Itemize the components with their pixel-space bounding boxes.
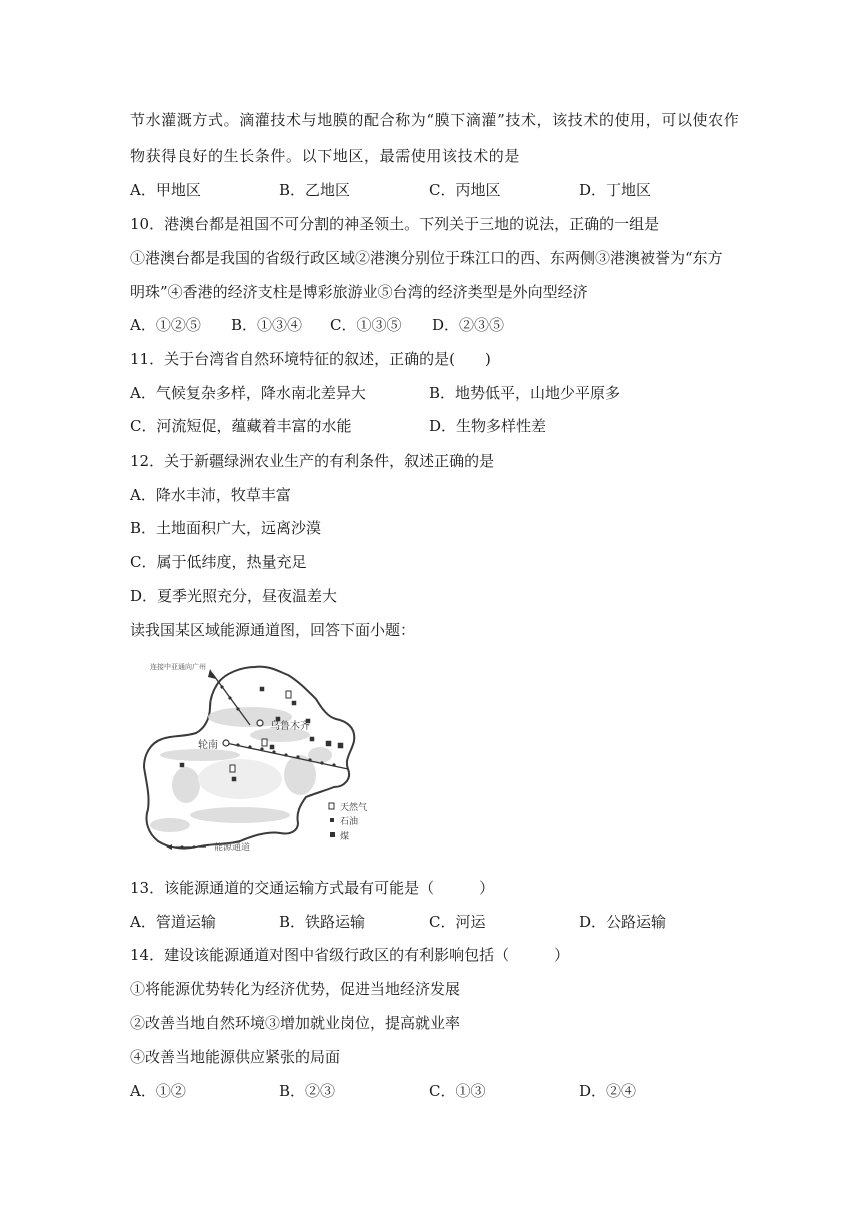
q9-option-c[interactable]: C．丙地区: [429, 181, 501, 199]
q12-option-a[interactable]: A．降水丰沛，牧草丰富: [130, 486, 291, 504]
q9-stem-line2: 物获得良好的生长条件。以下地区，最需使用该技术的是: [130, 147, 521, 165]
q14-option-d[interactable]: D．②④: [579, 1082, 637, 1100]
map-label-top: 连接中亚通向广州: [150, 663, 206, 671]
q9-option-d[interactable]: D．丁地区: [579, 181, 652, 199]
q14-option-c[interactable]: C．①③: [429, 1082, 486, 1100]
legend-coal: 煤: [340, 832, 350, 842]
map-intro: 读我国某区域能源通道图，回答下面小题：: [130, 621, 416, 639]
map-legend: [329, 801, 367, 842]
q12-option-d[interactable]: D．夏季光照充分，昼夜温差大: [130, 587, 338, 605]
q9-option-b[interactable]: B．乙地区: [279, 181, 351, 199]
q10-option-a[interactable]: A．①②⑤: [130, 316, 201, 334]
q13-stem: 13．该能源通道的交通运输方式最有可能是（ ）: [130, 879, 495, 897]
q10-stem: 10．港澳台都是祖国不可分割的神圣领土。下列关于三地的说法，正确的一组是: [130, 215, 660, 233]
legend-gas: 天然气: [340, 803, 368, 813]
q11-option-a[interactable]: A．气候复杂多样，降水南北差异大: [130, 384, 366, 402]
q13-option-b[interactable]: B．铁路运输: [279, 913, 366, 931]
q10-items-line1: ①港澳台都是我国的省级行政区域②港澳分别位于珠江口的西、东两侧③港澳被誉为“东方: [130, 249, 723, 267]
q10-options: [130, 315, 750, 335]
q10-option-c[interactable]: C．①③⑤: [330, 316, 402, 334]
q10-items-line2: 明珠”④香港的经济支柱是博彩旅游业⑤台湾的经济类型是外向型经济: [130, 283, 588, 301]
q14-option-b[interactable]: B．②③: [279, 1082, 336, 1100]
legend-oil: 石油: [340, 817, 359, 827]
q10-option-b[interactable]: B．①③④: [231, 316, 303, 334]
q13-option-c[interactable]: C．河运: [429, 913, 486, 931]
q10-option-d[interactable]: D．②③⑤: [432, 316, 505, 334]
q11-stem: 11．关于台湾省自然环境特征的叙述，正确的是( ): [130, 350, 491, 368]
q14-stem: 14．建设该能源通道对图中省级行政区的有利影响包括（ ）: [130, 946, 570, 964]
q13-option-a[interactable]: A．管道运输: [130, 913, 216, 931]
q13-options: [130, 912, 750, 932]
q12-option-b[interactable]: B．土地面积广大，远离沙漠: [130, 519, 322, 537]
q12-option-c[interactable]: C．属于低纬度，热量充足: [130, 553, 307, 571]
q12-stem: 12．关于新疆绿洲农业生产的有利条件，叙述正确的是: [130, 452, 495, 470]
channel-legend-label: 能源通道: [214, 843, 251, 853]
q13-option-d[interactable]: D．公路运输: [579, 913, 667, 931]
q14-option-a[interactable]: A．①②: [130, 1082, 186, 1100]
q14-item2: ②改善当地自然环境③增加就业岗位，提高就业率: [130, 1014, 461, 1032]
q11-option-b[interactable]: B．地势低平，山地少平原多: [429, 384, 621, 402]
energy-channel-map: [130, 655, 410, 860]
q9-options: [130, 180, 750, 200]
q11-option-c[interactable]: C．河流短促，蕴藏着丰富的水能: [130, 417, 352, 435]
map-label-city1: 乌鲁木齐: [270, 721, 310, 732]
q14-options: [130, 1081, 750, 1101]
q9-option-a[interactable]: A．甲地区: [130, 181, 201, 199]
map-label-city2: 轮南: [198, 740, 218, 751]
q11-options-row2: [130, 416, 750, 436]
q14-item3: ④改善当地能源供应紧张的局面: [130, 1048, 341, 1066]
q11-option-d[interactable]: D．生物多样性差: [429, 417, 547, 435]
q14-item1: ①将能源优势转化为经济优势，促进当地经济发展: [130, 980, 461, 998]
q9-stem-line1: 节水灌溉方式。滴灌技术与地膜的配合称为“膜下滴灌”技术，该技术的使用，可以使农作: [130, 111, 740, 129]
q11-options-row1: [130, 383, 750, 403]
